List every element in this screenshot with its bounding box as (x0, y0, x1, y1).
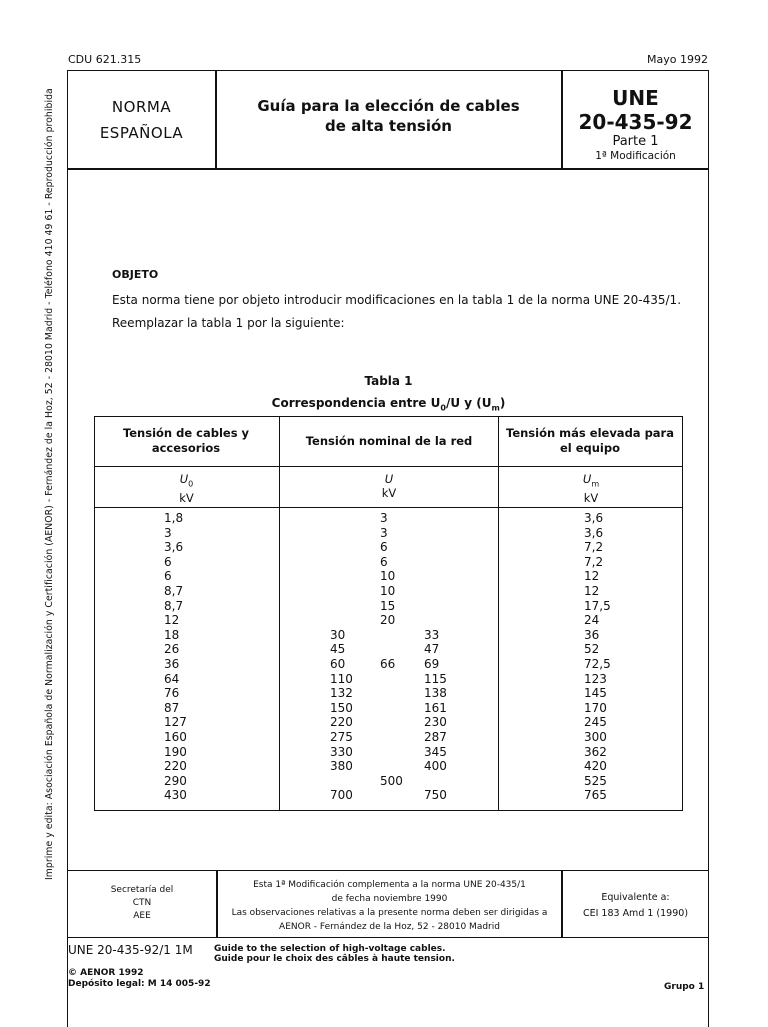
cell-u0: 87 (164, 700, 180, 715)
cell-un-value: 132 (330, 686, 353, 701)
cell-u0: 220 (164, 759, 187, 774)
unit-cell-um (499, 472, 683, 505)
objeto-heading: OBJETO (112, 268, 159, 281)
standard-code-prefix: UNE (612, 86, 659, 110)
table-caption: Tabla 1 (364, 374, 413, 388)
cell-u0: 8,7 (164, 584, 184, 598)
cell-un-value: 10 (380, 584, 396, 598)
cell-un-value: 6 (380, 554, 388, 569)
cell-un (300, 569, 480, 584)
norma-espanola-label (68, 94, 215, 146)
cell-um: 36 (584, 627, 600, 642)
cell-un (300, 730, 480, 745)
norma-label-line: ESPAÑOLA (99, 124, 184, 142)
cell-um: 7,2 (584, 540, 604, 555)
cell-um: 17,5 (584, 598, 611, 613)
cell-u0: 6 (164, 554, 172, 569)
cell-un (300, 555, 480, 570)
secretaria-line: CTN (132, 898, 152, 908)
cell-u0: 26 (164, 642, 180, 657)
cell-un-value: 138 (424, 686, 447, 701)
cell-un-value: 66 (380, 657, 396, 671)
secretaria-line: Secretaría del (110, 885, 174, 895)
objeto-line: Reemplazar la tabla 1 por la siguiente: (112, 316, 345, 330)
cell-un-value: 220 (330, 715, 353, 730)
column-header-um: Tensión más elevada para el equipo (506, 426, 674, 455)
cell-um: 525 (584, 773, 607, 788)
unit-symbol: U (384, 472, 394, 486)
cell-um: 362 (584, 744, 607, 759)
cell-un (300, 774, 480, 789)
copyright-block (68, 968, 211, 990)
side-publisher-text: Imprime y edita: Asociación Española de Normalización y Certificación (AENOR) - Fernández de la Hoz, 52 - 28010 Madrid - Teléfono 410 49 61 - Reproducción prohibida (44, 88, 55, 880)
objeto-text (112, 289, 681, 335)
title-line: de alta tensión (325, 117, 452, 135)
cell-un-value: 230 (424, 715, 447, 730)
cell-un-value: 161 (424, 700, 447, 715)
cell-un (300, 599, 480, 614)
cell-un-value: 700 (330, 788, 353, 803)
cell-u0: 290 (164, 773, 187, 788)
note-line: Esta 1ª Modificación complementa a la norma UNE 20-435/1 (253, 880, 526, 890)
cell-u0: 160 (164, 730, 187, 744)
copyright-text: © AENOR 1992 (68, 968, 144, 978)
unit-cell-un (280, 472, 498, 500)
cell-um: 3,6 (584, 511, 604, 525)
equivalente-block (562, 890, 709, 922)
cell-un-value: 69 (424, 657, 440, 671)
cell-un-value: 3 (380, 525, 388, 540)
cell-un-value: 500 (380, 773, 403, 788)
cell-un (300, 628, 480, 643)
unit-kv: kV (583, 491, 599, 506)
cell-um: 52 (584, 642, 600, 657)
cell-un (300, 745, 480, 760)
cell-un (300, 701, 480, 716)
cell-u0: 8,7 (164, 598, 184, 613)
publication-date: Mayo 1992 (647, 53, 708, 66)
cell-um: 72,5 (584, 657, 611, 671)
secretaria-line: AEE (133, 911, 151, 921)
cell-un-value: 380 (330, 759, 353, 774)
note-line: de fecha noviembre 1990 (331, 894, 448, 904)
equivalente-line: Equivalente a: (601, 892, 670, 903)
table-subtitle (94, 396, 683, 412)
standard-modification: 1ª Modificación (595, 150, 676, 162)
cdu-code: CDU 621.315 (68, 53, 142, 66)
cell-un (300, 540, 480, 555)
table-row-divider (94, 507, 683, 508)
cell-un-value: 400 (424, 759, 447, 774)
cell-un-value: 30 (330, 627, 346, 642)
cell-um: 123 (584, 671, 607, 686)
cell-un (300, 686, 480, 701)
unit-kv: kV (179, 491, 194, 506)
cell-u0: 3,6 (164, 540, 184, 555)
column-header-un: Tensión nominal de la red (305, 434, 473, 448)
cell-um: 170 (584, 700, 607, 715)
cell-um: 765 (584, 788, 607, 803)
unit-kv: kV (381, 486, 397, 500)
note-line: Las observaciones relativas a la presente norma deben ser dirigidas a (231, 908, 548, 918)
cell-un (300, 642, 480, 657)
objeto-line: Esta norma tiene por objeto introducir modificaciones en la tabla 1 de la norma UNE 20-435/1. (112, 293, 682, 307)
cell-un (300, 584, 480, 599)
cell-u0: 190 (164, 744, 187, 759)
cell-u0: 1,8 (164, 511, 184, 525)
translated-titles (214, 944, 455, 964)
cell-un-value: 115 (424, 671, 447, 686)
unit-subscript: 0 (188, 479, 194, 489)
unit-cell-u0 (94, 472, 279, 505)
cell-u0: 430 (164, 788, 187, 803)
cell-un (300, 788, 480, 803)
cell-un-value: 275 (330, 730, 353, 744)
cell-un (300, 657, 480, 672)
document-code-footer: UNE 20-435-92/1 1M (68, 943, 193, 957)
cell-u0: 64 (164, 671, 180, 686)
standard-code-block (562, 86, 709, 163)
cell-um: 7,2 (584, 554, 604, 569)
norma-label-line: NORMA (111, 98, 172, 116)
cell-un (300, 511, 480, 526)
cell-un-value: 33 (424, 627, 440, 642)
cell-un-value: 47 (424, 642, 440, 657)
cell-un-value: 45 (330, 642, 346, 657)
cell-un-value: 287 (424, 730, 447, 744)
table-row-divider (94, 466, 683, 467)
cell-u0: 3 (164, 525, 172, 540)
cell-un (300, 672, 480, 687)
cell-un-value: 3 (380, 511, 388, 525)
subtitle-sub: 0 (440, 403, 446, 413)
cell-un-value: 10 (380, 569, 396, 584)
cell-un (300, 715, 480, 730)
deposito-legal: Depósito legal: M 14 005-92 (68, 979, 211, 989)
unit-symbol: U (582, 472, 592, 486)
subtitle-sub: m (491, 403, 500, 413)
note-line: AENOR - Fernández de la Hoz, 52 - 28010 Madrid (279, 922, 500, 932)
cell-u0: 12 (164, 613, 180, 628)
title-line: Guía para la elección de cables (257, 97, 520, 115)
cell-un-value: 750 (424, 788, 447, 803)
cell-un-value: 15 (380, 598, 396, 613)
equivalente-line: CEI 183 Amd 1 (1990) (582, 908, 689, 919)
cell-un-value: 20 (380, 613, 396, 628)
document-title (216, 96, 561, 136)
cell-un-value: 60 (330, 657, 346, 671)
cell-um: 300 (584, 730, 607, 744)
cell-un-value: 6 (380, 540, 388, 555)
secretaria-block (68, 884, 216, 923)
header-divider (67, 168, 709, 170)
unit-symbol: U (179, 472, 189, 486)
cell-um: 145 (584, 686, 607, 701)
grupo-label: Grupo 1 (664, 982, 705, 992)
cell-um: 12 (584, 584, 600, 598)
cell-um: 420 (584, 759, 607, 774)
modification-note (218, 878, 561, 934)
title-english: Guide to the selection of high-voltage cables. (214, 944, 446, 954)
cell-un-value: 150 (330, 700, 353, 715)
cell-um: 12 (584, 569, 600, 584)
cell-u0: 127 (164, 715, 187, 730)
subtitle-part: /U y (U (445, 396, 492, 410)
cell-u0: 76 (164, 686, 180, 701)
standard-code-number: 20-435-92 (578, 110, 693, 134)
subtitle-part: Correspondencia entre U (271, 396, 441, 410)
cell-un-value: 345 (424, 744, 447, 759)
unit-subscript: m (591, 479, 600, 489)
subtitle-part: ) (499, 396, 506, 410)
cell-um: 24 (584, 613, 600, 628)
standard-part: Parte 1 (612, 134, 659, 149)
column-header-u0: Tensión de cables y accesorios (122, 426, 250, 455)
title-french: Guide pour le choix des câbles à haute tension. (214, 954, 455, 964)
cell-un (300, 526, 480, 541)
cell-un-value: 330 (330, 744, 353, 759)
cell-u0: 18 (164, 627, 180, 642)
cell-um: 245 (584, 715, 607, 730)
cell-un (300, 613, 480, 628)
cell-um: 3,6 (584, 525, 604, 540)
cell-un-value: 110 (330, 671, 353, 686)
cell-u0: 36 (164, 657, 180, 671)
cell-un (300, 759, 480, 774)
cell-u0: 6 (164, 569, 172, 584)
